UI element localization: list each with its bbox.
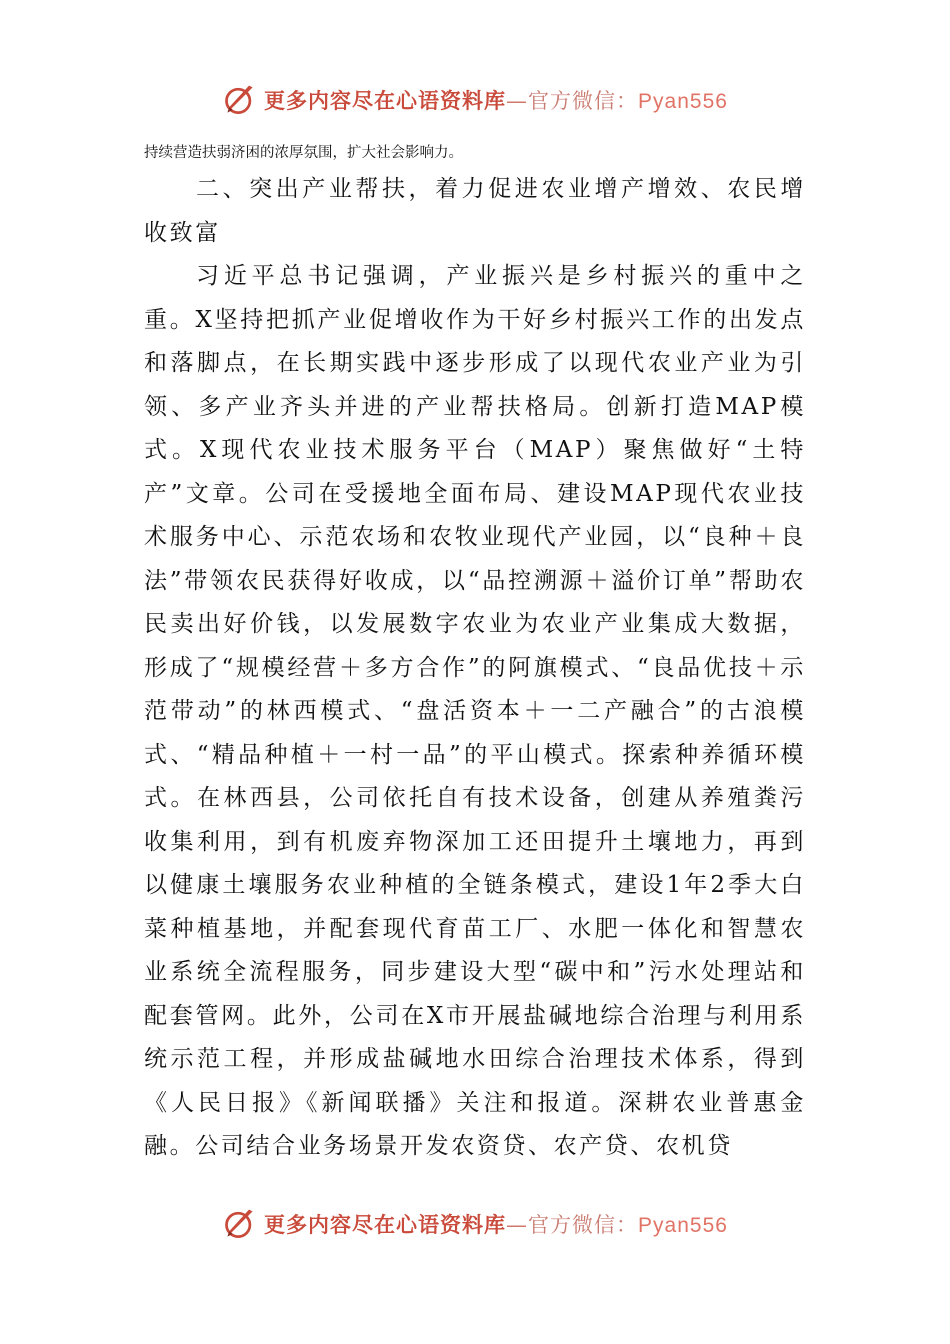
watermark-main-text: 更多内容尽在心语资料库 xyxy=(264,89,507,113)
body-paragraph: 习近平总书记强调，产业振兴是乡村振兴的重中之重。X坚持把抓产业促增收作为干好乡村振兴工作的出发点和落脚点，在长期实践中逐步形成了以现代农业产业为引领、多产业齐头并进的产业帮扶格局。创新打造MAP模式。X现代农业技术服务平台（MAP）聚焦做好“土特产”文章。公司在受援地全面布局、建设MAP现代农业技术服务中心、示范农场和农牧业现代产业园，以“良种＋良法”带领农民获得好收成，以“品控溯源＋溢价订单”帮助农民卖出好价钱，以发展数字农业为农业产业集成大数据，形成了“规模经营＋多方合作”的阿旗模式、“良品优技＋示范带动”的林西模式、“盘活资本＋一二产融合”的古浪模式、“精品种植＋一村一品”的平山模式。探索种养循环模式。在林西县，公司依托自有技术设备，创建从养殖粪污收集利用，到有机废弃物深加工还田提升土壤地力，再到以健康土壤服务农业种植的全链条模式，建设1年2季大白菜种植基地，并配套现代育苗工厂、水肥一体化和智慧农业系统全流程服务，同步建设大型“碳中和”污水处理站和配套管网。此外，公司在X市开展盐碱地综合治理与利用系统示范工程，并形成盐碱地水田综合治理技术体系，得到《人民日报》《新闻联播》关注和报道。深耕农业普惠金融。公司结合业务场景开发农资贷、农产贷、农机贷 xyxy=(144,263,806,1159)
watermark-wechat-id: Pyan556 xyxy=(638,1214,728,1237)
quill-logo-icon xyxy=(222,82,258,118)
watermark-wechat-id: Pyan556 xyxy=(638,90,728,113)
watermark-separator: — xyxy=(506,1213,529,1237)
continuation-line: 持续营造扶弱济困的浓厚氛围，扩大社会影响力。 xyxy=(144,145,463,161)
document-body xyxy=(144,138,806,1169)
quill-logo-icon xyxy=(222,1206,258,1242)
watermark-official-label: 官方微信： xyxy=(528,89,639,113)
section-heading: 二、突出产业帮扶，着力促进农业增产增效、农民增收致富 xyxy=(144,176,806,246)
watermark-official-label: 官方微信： xyxy=(528,1213,639,1237)
footer-watermark xyxy=(0,1206,950,1242)
watermark-separator: — xyxy=(506,89,529,113)
header-watermark xyxy=(0,82,950,118)
watermark-main-text: 更多内容尽在心语资料库 xyxy=(264,1213,507,1237)
